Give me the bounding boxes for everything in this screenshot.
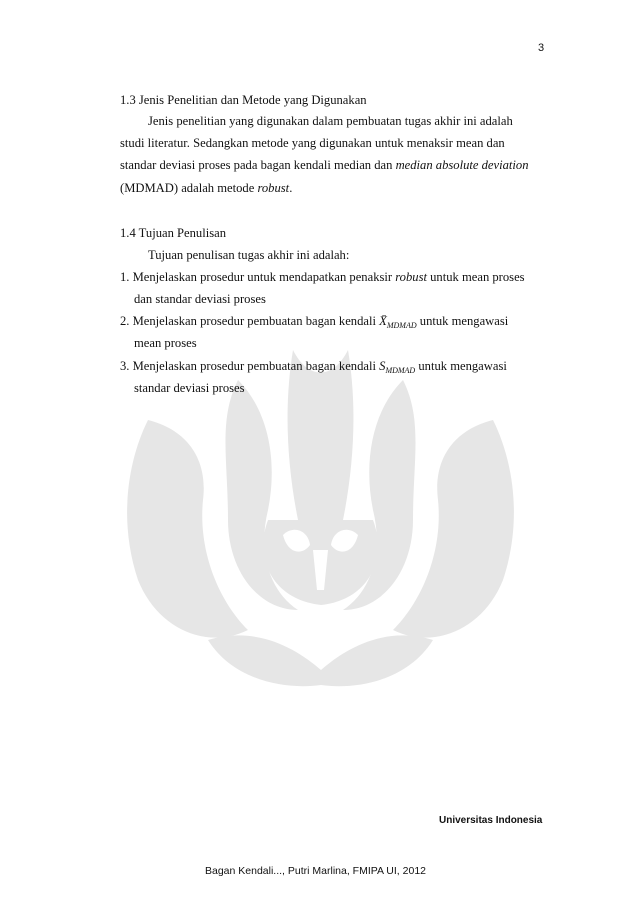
- page-footer: Bagan Kendali..., Putri Marlina, FMIPA UI, 2012: [205, 865, 426, 877]
- paragraph-text: standar deviasi proses pada bagan kendali median dan: [120, 158, 396, 172]
- list-item-2: [120, 314, 508, 330]
- list-text: 1. Menjelaskan prosedur untuk mendapatkan penaksir: [120, 270, 396, 284]
- list-text: untuk mengawasi: [416, 314, 509, 328]
- paragraph-line: [120, 158, 529, 173]
- list-item-1: [120, 270, 525, 285]
- math-subscript: MDMAD: [386, 321, 417, 330]
- page-number: 3: [538, 42, 545, 54]
- paragraph-line: Jenis penelitian yang digunakan dalam pembuatan tugas akhir ini adalah: [148, 114, 513, 128]
- university-emblem-watermark: [118, 350, 523, 690]
- university-label: Universitas Indonesia: [439, 815, 543, 826]
- paragraph-line: Tujuan penulisan tugas akhir ini adalah:: [148, 248, 350, 262]
- list-item-1-continuation: dan standar deviasi proses: [134, 292, 266, 306]
- paragraph-text: .: [289, 181, 293, 195]
- italic-term: median absolute deviation: [395, 158, 529, 172]
- italic-term: robust: [257, 181, 290, 195]
- math-subscript: MDMAD: [385, 366, 416, 375]
- math-symbol-s: S: [379, 359, 386, 373]
- italic-term: robust: [395, 270, 427, 284]
- list-text: 2. Menjelaskan prosedur pembuatan bagan kendali: [120, 314, 380, 328]
- section-heading-1-3: 1.3 Jenis Penelitian dan Metode yang Digunakan: [120, 93, 367, 107]
- list-text: untuk mengawasi: [415, 359, 507, 373]
- list-item-3-continuation: standar deviasi proses: [134, 381, 245, 395]
- paragraph-line: [120, 181, 292, 196]
- list-item-2-continuation: mean proses: [134, 336, 197, 350]
- section-heading-1-4: 1.4 Tujuan Penulisan: [120, 226, 227, 240]
- paragraph-text: (MDMAD) adalah metode: [120, 181, 258, 195]
- list-text: untuk mean proses: [426, 270, 525, 284]
- math-symbol-xbar: X̄: [379, 314, 387, 328]
- list-item-3: [120, 359, 507, 375]
- list-text: 3. Menjelaskan prosedur pembuatan bagan kendali: [120, 359, 380, 373]
- paragraph-line: studi literatur. Sedangkan metode yang digunakan untuk menaksir mean dan: [120, 136, 505, 150]
